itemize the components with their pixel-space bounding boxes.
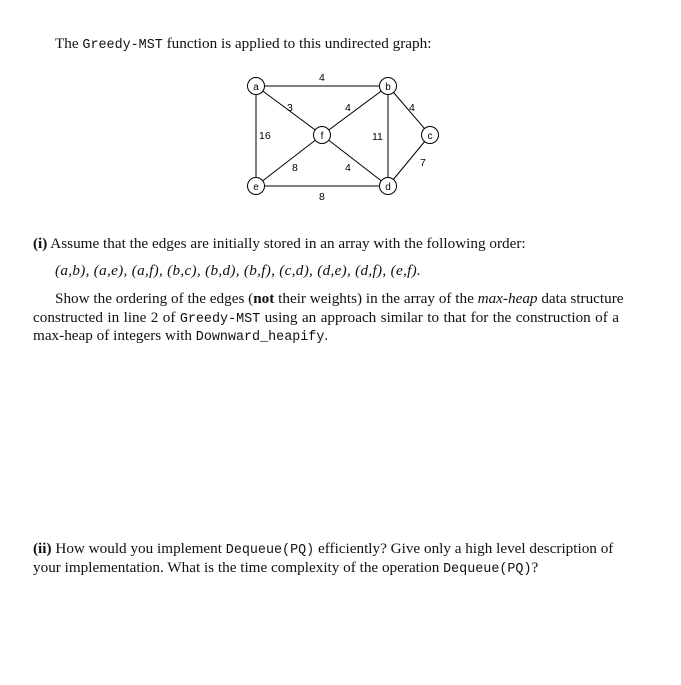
l5b: . <box>324 327 329 344</box>
p2l2b: ? <box>531 559 539 576</box>
weight-a-e: 16 <box>259 130 271 142</box>
edge-b-f <box>322 86 388 135</box>
func-name: Greedy-MST <box>179 312 261 327</box>
part1-line1-text: Assume that the edges are initially stored in an array with the following order: <box>47 235 526 252</box>
edge-list-text: (a,b), (a,e), (a,f), (b,c), (b,d), (b,f), (c,d), (d,e), (d,f), (e,f). <box>55 262 422 279</box>
node-a-label: a <box>253 82 259 93</box>
node-e-label: e <box>253 182 259 193</box>
weight-e-f: 8 <box>292 162 298 174</box>
l4b: using an approach similar to that for the construction of a <box>260 309 619 326</box>
node-c-label: c <box>427 131 433 142</box>
max-heap-term: max-heap <box>477 290 538 307</box>
part1-edge-list <box>55 261 421 280</box>
l5a: max-heap of integers with <box>33 327 196 344</box>
part2-line2 <box>33 558 538 579</box>
l3b: their weights) in the array of the <box>274 290 478 307</box>
weight-c-d: 7 <box>420 157 426 169</box>
downward-heapify-func: Downward_heapify <box>195 330 325 345</box>
p2l1b: efficiently? Give only a high level description of <box>314 540 614 557</box>
edge-e-f <box>256 135 322 186</box>
part2-line1 <box>33 539 613 560</box>
weight-a-f: 3 <box>287 102 293 114</box>
weight-d-f: 4 <box>345 162 351 174</box>
node-d-label: d <box>385 182 391 193</box>
part2-label: (ii) <box>33 540 52 557</box>
weight-b-f: 4 <box>345 102 351 114</box>
part1-line1 <box>33 234 526 253</box>
p2l2a: your implementation. What is the time complexity of the operation <box>33 559 444 576</box>
l3c: data structure <box>537 290 624 307</box>
part1-line3 <box>55 289 624 308</box>
part1-label: (i) <box>33 235 48 252</box>
dequeue-func: Dequeue(PQ) <box>443 562 532 577</box>
p2l1a: How would you implement <box>51 540 226 557</box>
not-emphasis: not <box>253 290 275 307</box>
weight-b-c: 4 <box>409 102 415 114</box>
dequeue-func: Dequeue(PQ) <box>225 543 315 558</box>
l4a: constructed in line 2 of <box>33 309 180 326</box>
func-name: Greedy-MST <box>82 38 163 53</box>
weight-a-b: 4 <box>319 72 325 84</box>
intro-post: function is applied to this undirected graph: <box>162 35 432 52</box>
node-f-label: f <box>320 131 324 142</box>
weight-b-d: 11 <box>372 131 383 143</box>
l3a: Show the ordering of the edges ( <box>55 290 254 307</box>
intro-pre: The <box>55 35 83 52</box>
weight-d-e: 8 <box>319 191 325 203</box>
part1-line5 <box>33 326 328 347</box>
node-b-label: b <box>385 82 391 93</box>
